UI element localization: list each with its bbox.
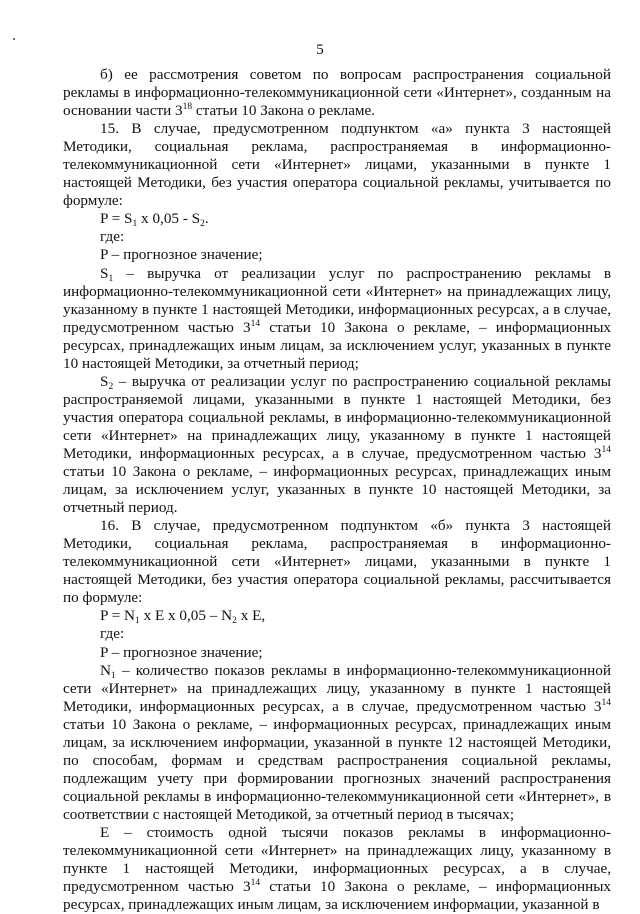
paragraph-15: 15. В случае, предусмотренном подпунктом «а» пункта 3 настоящей Методики, социальная реклама, распространяемая в информационно-телекоммуникационной сети «Интернет» лицами, указанными в пункте 1 настоящей Методики, без участия оператора социальной рекламы, учитывается по формуле: [63, 120, 611, 210]
where-label: где: [100, 228, 125, 246]
definition-e: E – стоимость одной тысячи показов рекламы в информационно-телекоммуникационной сети «Интернет» на принадлежащих лицу, указанному в пункте 1 настоящей Методики, информационных ресурсах, а в случае, предусмотренном частью $3^{14}$ статьи 10 Закона о рекламе, – информационных ресурсах, принадлежащих иным лицам, за исключением информации, указанной в [63, 823, 611, 914]
definition-p: P – прогнозное значение; [100, 643, 263, 661]
definition-n1: $N_1$ – количество показов рекламы в информационно-телекоммуникационной сети «Интернет» на принадлежащих лицу, указанному в пункте 1 настоящей Методики, информационных ресурсах, а в случае, предусмотренном частью $3^{14}$ статьи 10 Закона о рекламе, – информационных ресурсах, принадлежащих иным лицам, за исключением информации, указанной в пункте 12 настоящей Методики, по способам, формам и средствам распространения социальной рекламы, подлежащим учету при формировании прогнозных значений распространения социальной рекламы в информационно-телекоммуникационной сети «Интернет», в соответствии с настоящей Методикой, за отчетный период в тысячах; [63, 661, 611, 823]
definition-p: P – прогнозное значение; [100, 246, 263, 264]
formula-15: $P = S_1$ x $0,05 - S_2$. [100, 210, 209, 230]
where-label: где: [100, 625, 125, 643]
page-number: 5 [316, 42, 324, 58]
formula-16: $P = N_1$ x E x $0,05 - N_2$ x E, [100, 607, 266, 627]
definition-s2: $S_2$ – выручка от реализации услуг по распространению социальной рекламы распространяемой лицами, указанными в пункте 1 настоящей Методики, без участия оператора социальной рекламы, в информационно-телекоммуникационной сети «Интернет» на принадлежащих лицу, указанному в пункте 1 настоящей Методики, информационных ресурсах, а в случае, предусмотренном частью $3^{14}$ статьи 10 Закона о рекламе, – информационных ресурсах, принадлежащих иным лицам, за исключением услуг, указанных в пункте 10 настоящей Методики, за отчетный период. [63, 372, 611, 517]
definition-s1: $S_1$ – выручка от реализации услуг по распространению рекламы в информационно-телекоммуникационной сети «Интернет» на принадлежащих лицу, указанному в пункте 1 настоящей Методики, информационных ресурсах, а в случае, предусмотренном частью $3^{14}$ статьи 10 Закона о рекламе, – информационных ресурсах, принадлежащих иным лицам, за исключением услуг, указанных в пункте 10 настоящей Методики, за отчетный период; [63, 264, 611, 372]
paragraph-16: 16. В случае, предусмотренном подпунктом «б» пункта 3 настоящей Методики, социальная реклама, распространяемая в информационно-телекоммуникационной сети «Интернет» лицами, указанными в пункте 1 настоящей Методики, без участия оператора социальной рекламы, рассчитывается по формуле: [63, 517, 611, 607]
document-body [63, 66, 611, 914]
paragraph-b-consideration: б) ее рассмотрения советом по вопросам распространения социальной рекламы в информационно-телекоммуникационной сети «Интернет», созданным на основании части $3^{18}$ статьи 10 Закона о рекламе. [63, 66, 611, 120]
